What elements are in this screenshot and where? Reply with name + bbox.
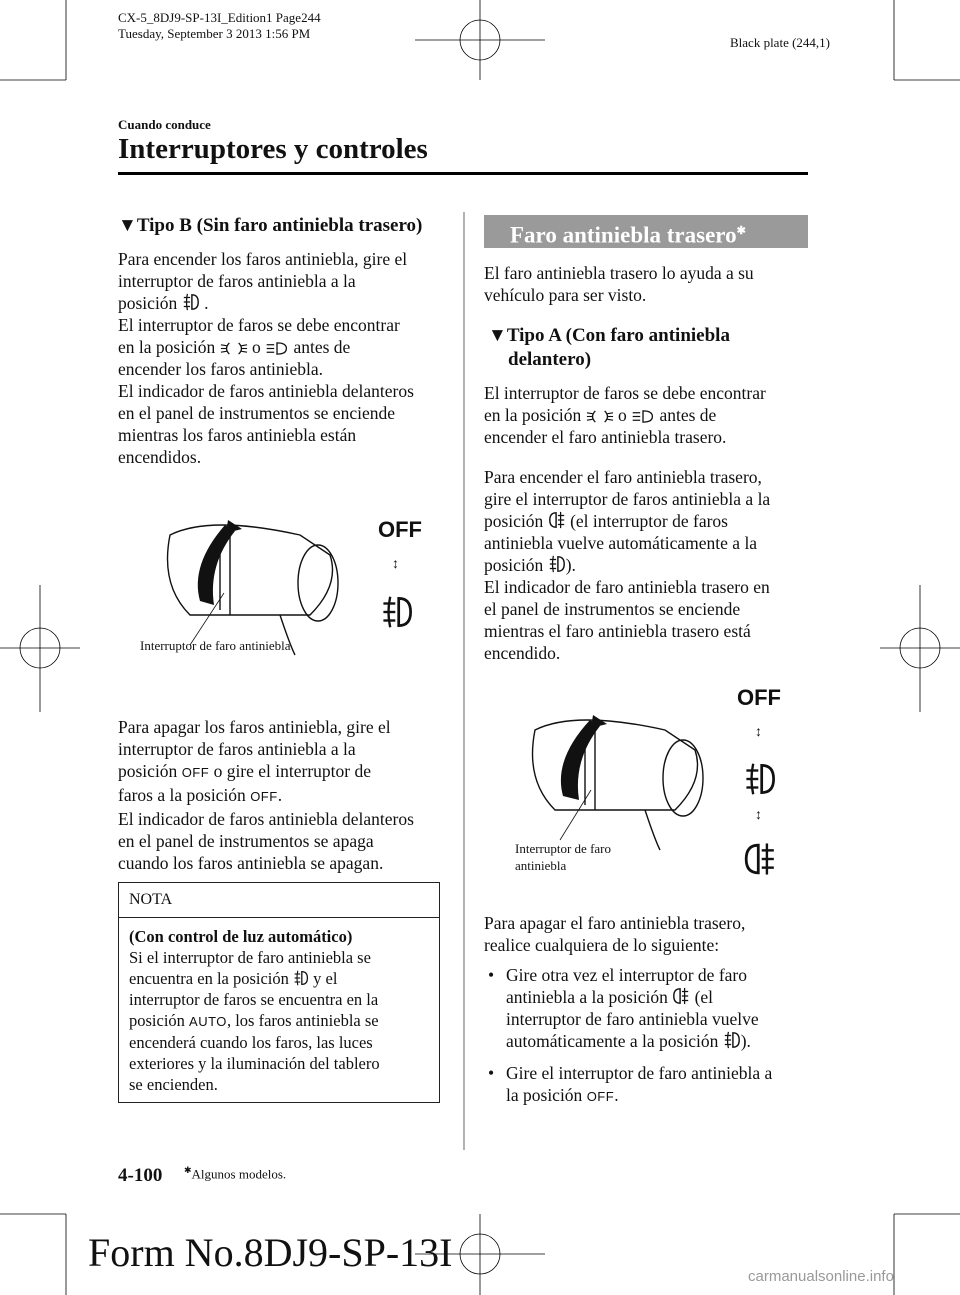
text-line: en el panel de instrumentos se enciende [118,403,395,423]
spacer [484,448,814,466]
note-box [118,882,440,1103]
text-line [484,404,814,426]
text-line: encender los faros antiniebla. [118,359,324,379]
text: . [204,293,209,313]
footnote [184,1165,286,1182]
left-para-block-2 [118,716,448,874]
text: . [614,1085,619,1105]
text: la posición [506,1085,583,1105]
page-title: Interruptores y controles [118,133,428,165]
text-line: Para apagar el faro antiniebla trasero, [484,913,746,933]
text: posición [129,1011,185,1030]
text-line: Para apagar los faros antiniebla, gire el [118,717,391,737]
front-fog-icon [293,969,309,987]
text: antes de [293,337,351,357]
text: encuentra en la posición [129,969,289,988]
text-line [118,784,448,808]
plate-label: Black plate (244,1) [730,35,830,50]
text: automáticamente a la posición [506,1031,719,1051]
left-section-heading [118,214,422,238]
text-line: mientras el faro antiniebla trasero está [484,621,751,641]
heading-text: Tipo B (Sin faro antiniebla trasero) [136,215,423,236]
text-line: encender el faro antiniebla trasero. [484,427,727,447]
front-fog-icon [743,760,777,803]
right-section-heading [488,324,730,372]
fog-switch-figure-right [505,680,815,880]
text: (el interruptor de faros [570,511,728,531]
text-line: interruptor de faro antiniebla vuelve [506,1009,759,1029]
text-line: El faro antiniebla trasero lo ayuda a su [484,263,754,283]
text-line [118,336,448,358]
bullet-list [484,964,814,1108]
text: posición [118,761,178,781]
text-line [506,1030,814,1052]
text-line [118,760,448,784]
off-symbol: OFF [181,765,210,780]
off-symbol: OFF [250,789,278,804]
figure-caption: Interruptor de faro antiniebla [140,638,291,653]
text: . [277,785,283,805]
heading-marker: ▼ [118,215,137,236]
heading-text: Tipo A (Con faro antiniebla [506,325,730,346]
caption-line: antiniebla [515,858,567,873]
headlight-icon [631,409,655,424]
text-line: El indicador de faro antiniebla trasero en [484,577,770,597]
text: (el [694,987,714,1007]
text: ). [565,555,576,575]
form-number: Form No.8DJ9-SP-13I [88,1230,453,1275]
text: en la posición [118,337,216,357]
watermark: carmanualsonline.info [748,1268,894,1285]
print-header-line1: CX-5_8DJ9-SP-13I_Edition1 Page244 [118,10,321,25]
text: faros a la posición [118,785,246,805]
text-line: realice cualquiera de lo siguiente: [484,935,720,955]
front-fog-icon [548,554,566,574]
text-line: se encienden. [129,1075,218,1094]
fog-switch-figure-left [130,505,450,665]
off-label: OFF [737,685,781,710]
text-line: interruptor de faros antiniebla a la [118,271,356,291]
text-line: El indicador de faros antiniebla delanteros [118,381,414,401]
text: antes de [659,405,717,425]
text-line: vehículo para ser visto. [484,285,647,305]
text-line [506,1084,814,1108]
rear-fog-icon [741,840,779,883]
parking-light-icon [586,409,614,424]
section-banner [484,215,808,248]
section-label: Cuando conduce [118,117,211,132]
text: o [617,405,627,425]
front-fog-icon [723,1030,741,1050]
text-line: interruptor de faros antiniebla a la [118,739,356,759]
parking-light-icon [220,341,248,356]
text-line: encendido. [484,643,561,663]
bullet-icon: • [488,1063,495,1083]
text-line: interruptor de faros se encuentra en la [129,990,379,1009]
text-line: Para encender el faro antiniebla trasero, [484,467,762,487]
text-line [484,510,814,532]
text-line: cuando los faros antiniebla se apagan. [118,853,384,873]
text-line: El interruptor de faros se debe encontrar [484,383,766,403]
banner-title [484,215,808,252]
text-line [484,554,814,576]
text-line: gire el interruptor de faros antiniebla a la [484,489,771,509]
headlight-icon [265,341,289,356]
text: o gire el interruptor de [213,761,372,781]
list-item [484,964,814,1052]
text: posición [118,293,178,313]
note-body [119,918,439,1095]
left-para-block-1 [118,248,448,468]
star-mark: ✱ [184,1165,192,1175]
star-mark: ✱ [736,225,746,237]
list-item [484,1062,814,1108]
footnote-text: Algunos modelos. [191,1166,287,1182]
note-subtitle: (Con control de luz automático) [129,927,353,946]
off-label: OFF [378,517,422,542]
text-line: el panel de instrumentos se enciende [484,599,741,619]
figure-caption [515,840,611,874]
text: o [251,337,261,357]
heading-marker: ▼ [488,325,507,346]
off-symbol: OFF [586,1089,615,1104]
text-line: Gire el interruptor de faro antiniebla a [506,1063,773,1083]
text-line: exteriores y la iluminación del tablero [129,1054,380,1073]
title-rule [118,172,808,175]
rear-fog-icon [672,986,690,1006]
text-line: El indicador de faros antiniebla delanteros [118,809,414,829]
text-line: Para encender los faros antiniebla, gire el [118,249,408,269]
front-fog-icon [380,593,414,636]
right-para-1 [484,262,814,306]
text-line: mientras los faros antiniebla están [118,425,357,445]
text: , los faros antiniebla se [226,1011,379,1030]
text-line: antiniebla vuelve automáticamente a la [484,533,758,553]
note-title: NOTA [119,883,439,918]
caption-line: Interruptor de faro [515,841,612,856]
right-para-block-3 [484,912,814,1118]
text-line [129,1010,429,1032]
text: posición [484,511,544,531]
print-header-line2: Tuesday, September 3 2013 1:56 PM [118,26,311,41]
auto-symbol: AUTO [189,1014,227,1029]
text: antiniebla a la posición [506,987,668,1007]
print-header [118,10,321,42]
text: posición [484,555,544,575]
text-line [129,968,429,989]
text: en la posición [484,405,582,425]
text: y el [313,969,338,988]
bullet-icon: • [488,965,495,985]
text-line [506,986,814,1008]
text-line: Si el interruptor de faro antiniebla se [129,948,371,967]
text-line: encendidos. [118,447,202,467]
text-line: Gire otra vez el interruptor de faro [506,965,747,985]
text-line: El interruptor de faros se debe encontrar [118,315,400,335]
text-line: encenderá cuando los faros, las luces [129,1033,373,1052]
rear-fog-icon [548,510,566,530]
arrow-icon: ↕ [755,725,762,740]
text-line [118,292,448,314]
arrow-icon: ↕ [755,808,762,823]
arrow-icon: ↕ [392,557,399,572]
right-para-block-2 [484,382,814,664]
text: ). [740,1031,751,1051]
banner-text: Faro antiniebla trasero [510,222,737,248]
heading-text: delantero) [508,349,592,370]
page-number: 4-100 [118,1165,163,1186]
text-line: en el panel de instrumentos se apaga [118,831,374,851]
front-fog-icon [182,292,200,312]
